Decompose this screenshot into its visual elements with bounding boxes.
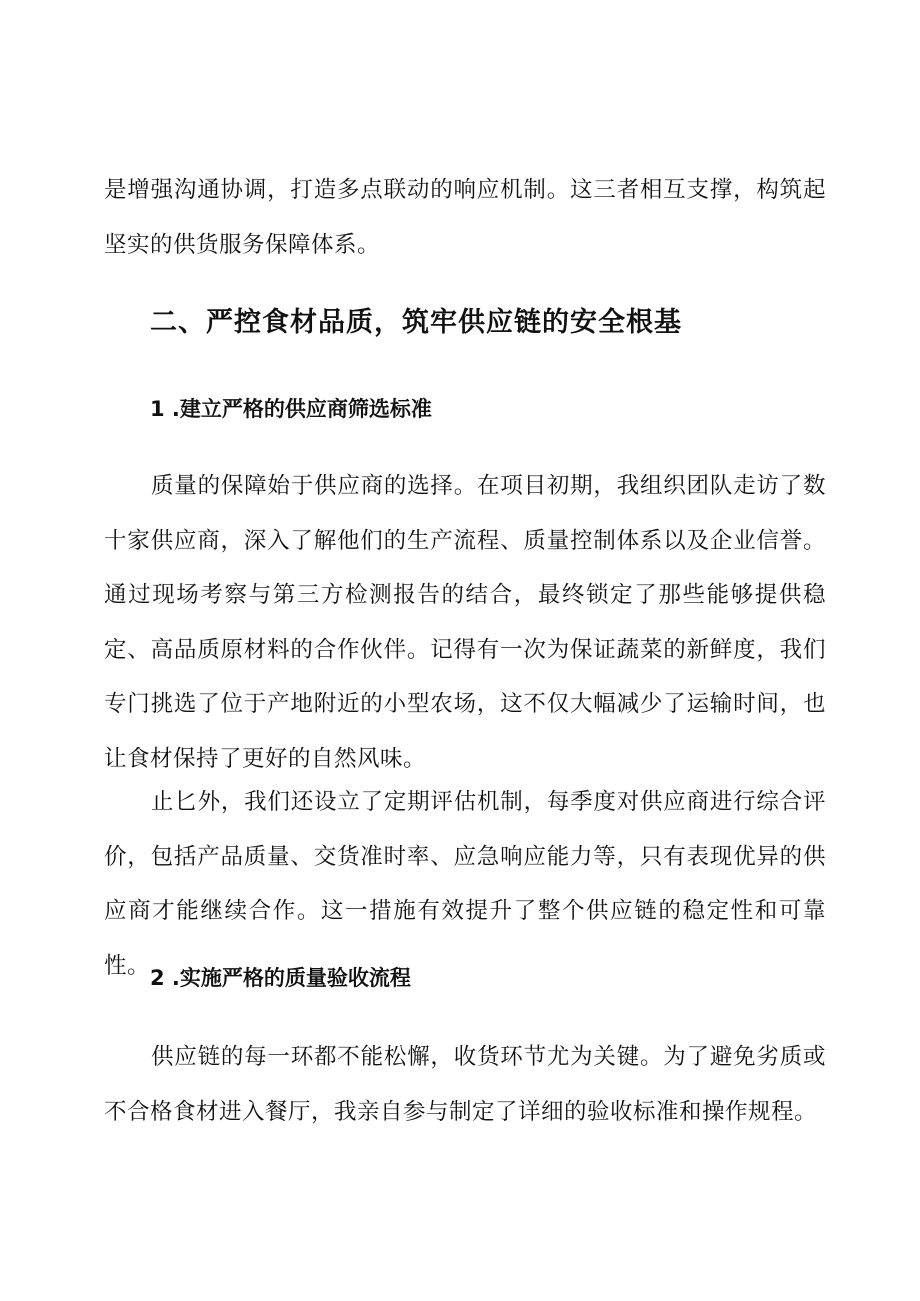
subsection-1-paragraph-2: 止匕外，我们还设立了定期评估机制，每季度对供应商进行综合评价，包括产品质量、交货准时率、应急响应能力等，只有表现优异的供应商才能继续合作。这一措施有效提升了整个供应链的稳定性和可靠性。 [104,789,826,979]
intro-paragraph: 是增强沟通协调，打造多点联动的响应机制。这三者相互支撑，构筑起坚实的供货服务保障体系。 [104,177,826,258]
subsection-heading-1: 1 .建立严格的供应商筛选标准 [150,397,432,421]
section-heading: 二、严控食材品质，筑牢供应链的安全根基 [150,307,682,338]
subsection-1-paragraph-1: 质量的保障始于供应商的选择。在项目初期，我组织团队走访了数十家供应商，深入了解他们的生产流程、质量控制体系以及企业信誉。通过现场考察与第三方检测报告的结合，最终锁定了那些能够提供稳定、高品质原材料的合作伙伴。记得有一次为保证蔬菜的新鲜度，我们专门挑选了位于产地附近的小型农场，这不仅大幅减少了运输时间，也让食材保持了更好的自然风味。 [104,473,826,772]
subsection-2-paragraph-1: 供应链的每一环都不能松懈，收货环节尤为关键。为了避免劣质或不合格食材进入餐厅，我亲自参与制定了详细的验收标准和操作规程。 [104,1044,826,1125]
subsection-heading-2: 2 .实施严格的质量验收流程 [150,966,411,990]
